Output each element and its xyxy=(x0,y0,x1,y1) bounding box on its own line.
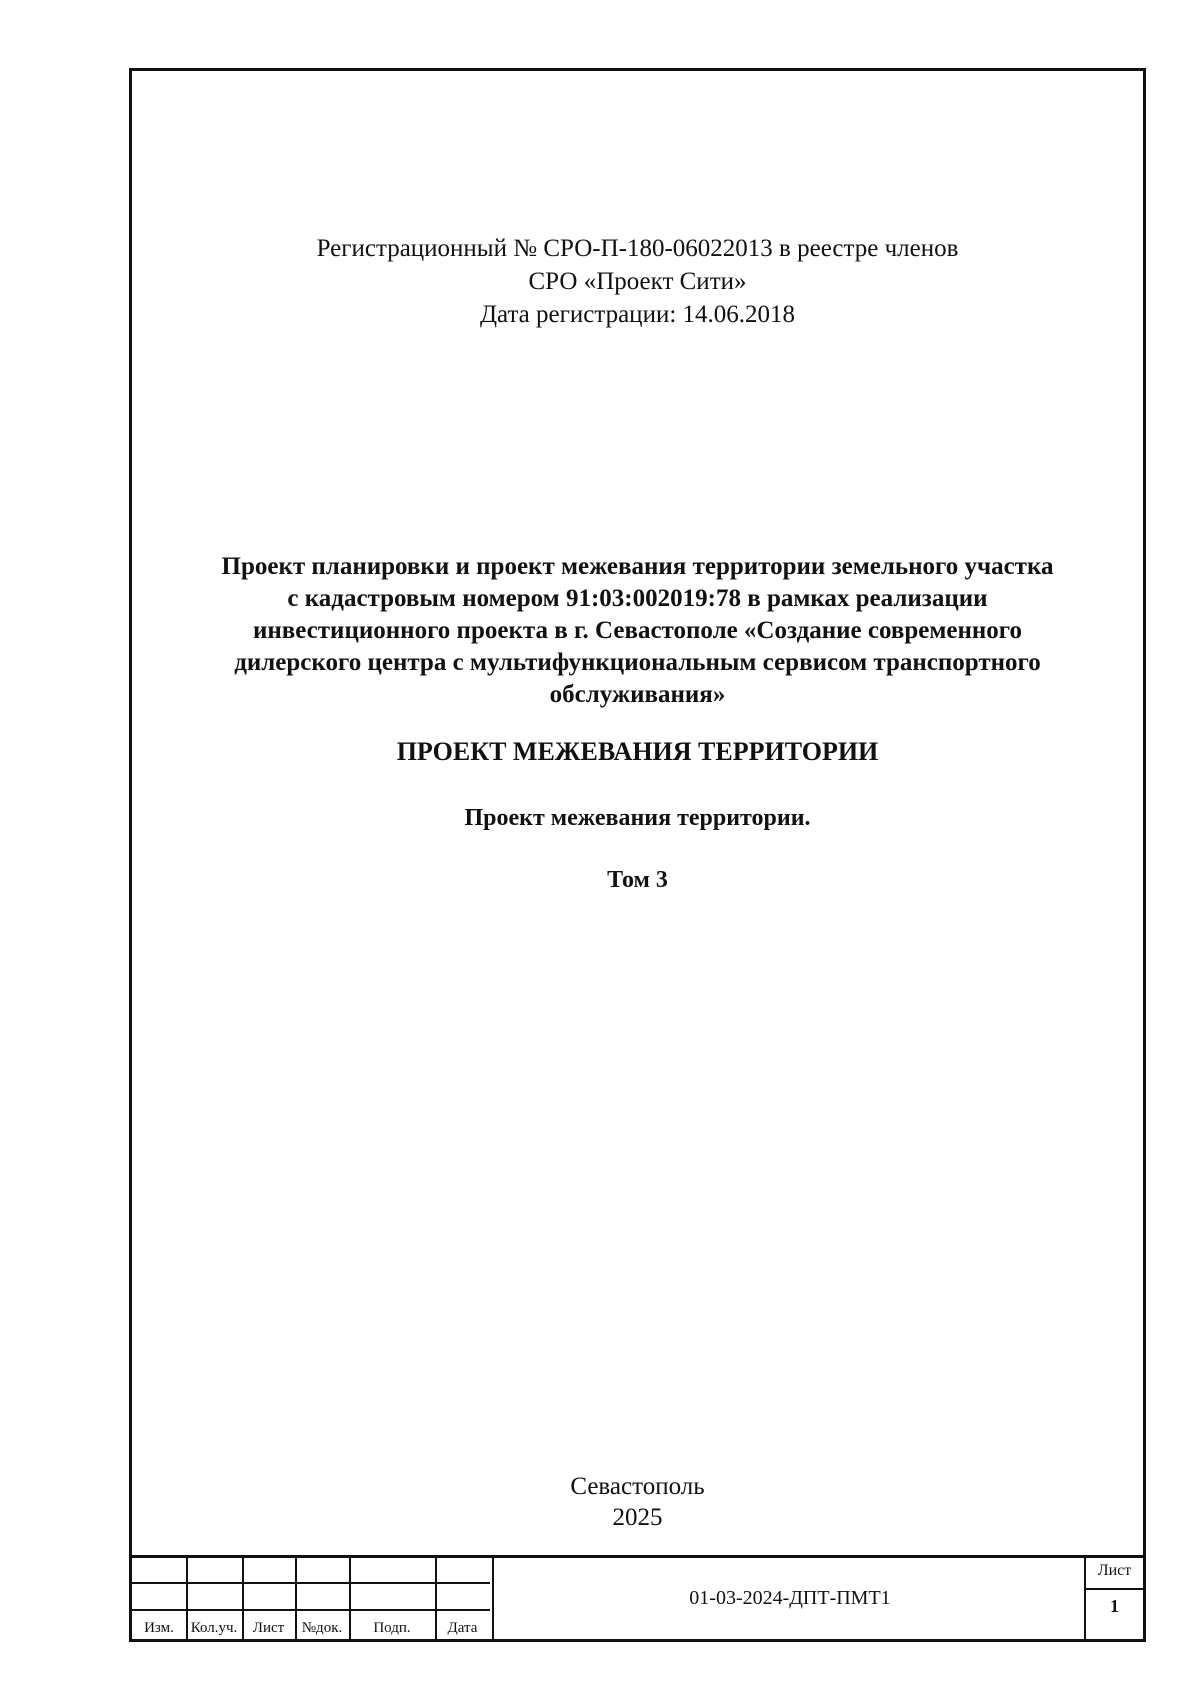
page-frame xyxy=(129,68,1146,1642)
document-code xyxy=(492,1558,1086,1639)
project-title xyxy=(172,551,1103,711)
title-block-stamp xyxy=(132,1555,1143,1639)
city-year-block xyxy=(132,1471,1143,1533)
registration-number: Регистрационный № СРО-П-180-06022013 в реестре членов xyxy=(316,235,959,262)
project-title-line: инвестиционного проекта в г. Севастополе «Создание современного xyxy=(252,617,1023,644)
registration-date: Дата регистрации: 14.06.2018 xyxy=(479,301,796,328)
registration-block xyxy=(132,232,1143,331)
stamp-label-revision: Изм. xyxy=(144,1620,174,1636)
stamp-label-doc-number: №док. xyxy=(301,1620,343,1636)
stamp-label-date: Дата xyxy=(447,1620,478,1636)
project-title-line: Проект планировки и проект межевания территории земельного участка xyxy=(221,553,1054,580)
sheet-box xyxy=(1084,1558,1143,1639)
year: 2025 xyxy=(612,1504,663,1531)
volume-label: Том 3 xyxy=(607,867,668,893)
stamp-grid xyxy=(132,1558,490,1639)
sheet-number: 1 xyxy=(1110,1596,1119,1616)
sheet-label: Лист xyxy=(1097,1562,1132,1579)
sheet-divider xyxy=(1086,1588,1143,1590)
section-title: ПРОЕКТ МЕЖЕВАНИЯ ТЕРРИТОРИИ xyxy=(396,737,879,766)
registration-organization: СРО «Проект Сити» xyxy=(528,268,747,295)
project-title-line: с кадастровым номером 91:03:002019:78 в рамках реализации xyxy=(287,585,988,612)
section-subtitle: Проект межевания территории. xyxy=(464,805,811,831)
document-code-text: 01-03-2024-ДПТ-ПМТ1 xyxy=(689,1587,891,1609)
stamp-label-signature: Подп. xyxy=(373,1620,411,1636)
stamp-label-sheet: Лист xyxy=(252,1620,285,1636)
city: Севастополь xyxy=(570,1473,705,1500)
project-title-line: обслуживания» xyxy=(549,681,726,708)
stamp-label-quantity: Кол.уч. xyxy=(190,1620,238,1636)
project-title-line: дилерского центра с мультифункциональным сервисом транспортного xyxy=(234,649,1041,676)
